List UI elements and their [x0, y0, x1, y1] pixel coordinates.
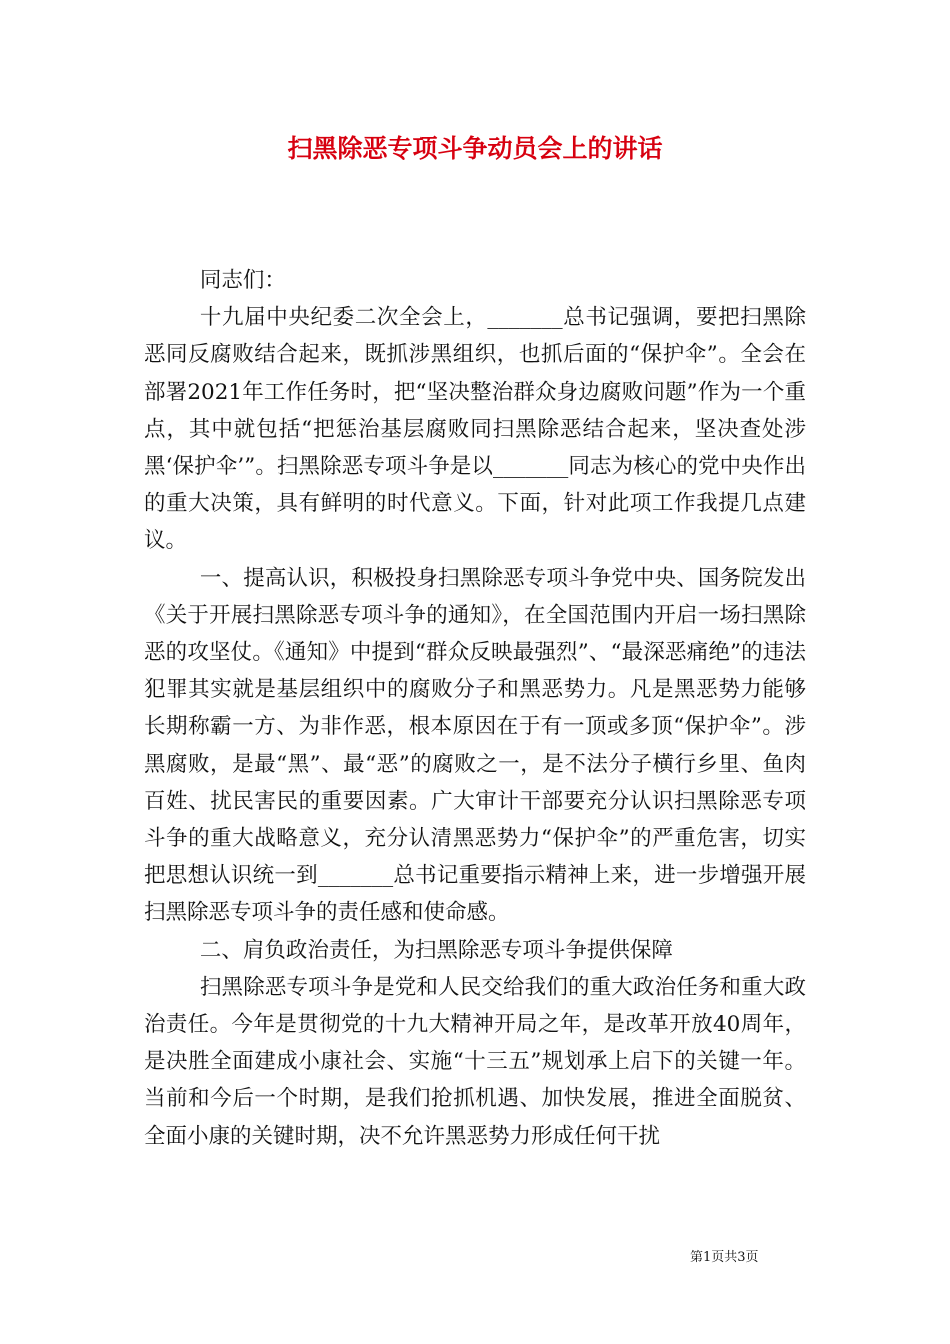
paragraph-section-one: 一、提高认识，积极投身扫黑除恶专项斗争党中央、国务院发出《关于开展扫黑除恶专项斗争的通知》，在全国范围内开启一场扫黑除恶的攻坚仗。《通知》中提到“群众反映最强烈”、“最深恶痛绝”的违法犯罪其实就是基层组织中的腐败分子和黑恶势力。凡是黑恶势力能够长期称霸一方、为非作恶，根本原因在于有一顶或多顶“保护伞”。涉黑腐败，是最“黑”、最“恶”的腐败之一，是不法分子横行乡里、鱼肉百姓、扰民害民的重要因素。广大审计干部要充分认识扫黑除恶专项斗争的重大战略意义，充分认清黑恶势力“保护伞”的严重危害，切实把思想认识统一到_______总书记重要指示精神上来，进一步增强开展扫黑除恶专项斗争的责任感和使命感。: [144, 565, 806, 926]
document-body: [144, 262, 806, 1155]
paragraph-intro: 十九届中央纪委二次全会上，_______总书记强调，要把扫黑除恶同反腐败结合起来，既抓涉黑组织，也抓后面的“保护伞”。全会在部署2021年工作任务时，把“坚决整治群众身边腐败问题”作为一个重点，其中就包括“把惩治基层腐败同扫黑除恶结合起来，坚决查处涉黑‘保护伞’”。扫黑除恶专项斗争是以_______同志为核心的党中央作出的重大决策，具有鲜明的时代意义。下面，针对此项工作我提几点建议。: [144, 305, 806, 554]
document-title: 扫黑除恶专项斗争动员会上的讲话: [287, 134, 663, 163]
paragraph-section-two-body: 扫黑除恶专项斗争是党和人民交给我们的重大政治任务和重大政治责任。今年是贯彻党的十九大精神开局之年，是改革开放40周年，是决胜全面建成小康社会、实施“十三五”规划承上启下的关键一年。当前和今后一个时期，是我们抢抓机遇、加快发展，推进全面脱贫、全面小康的关键时期，决不允许黑恶势力形成任何干扰: [144, 974, 806, 1149]
paragraph-section-two-heading: 二、肩负政治责任，为扫黑除恶专项斗争提供保障: [199, 937, 673, 963]
page-number: 第1页共3页: [690, 1250, 759, 1265]
paragraph-salutation: 同志们：: [199, 268, 286, 293]
